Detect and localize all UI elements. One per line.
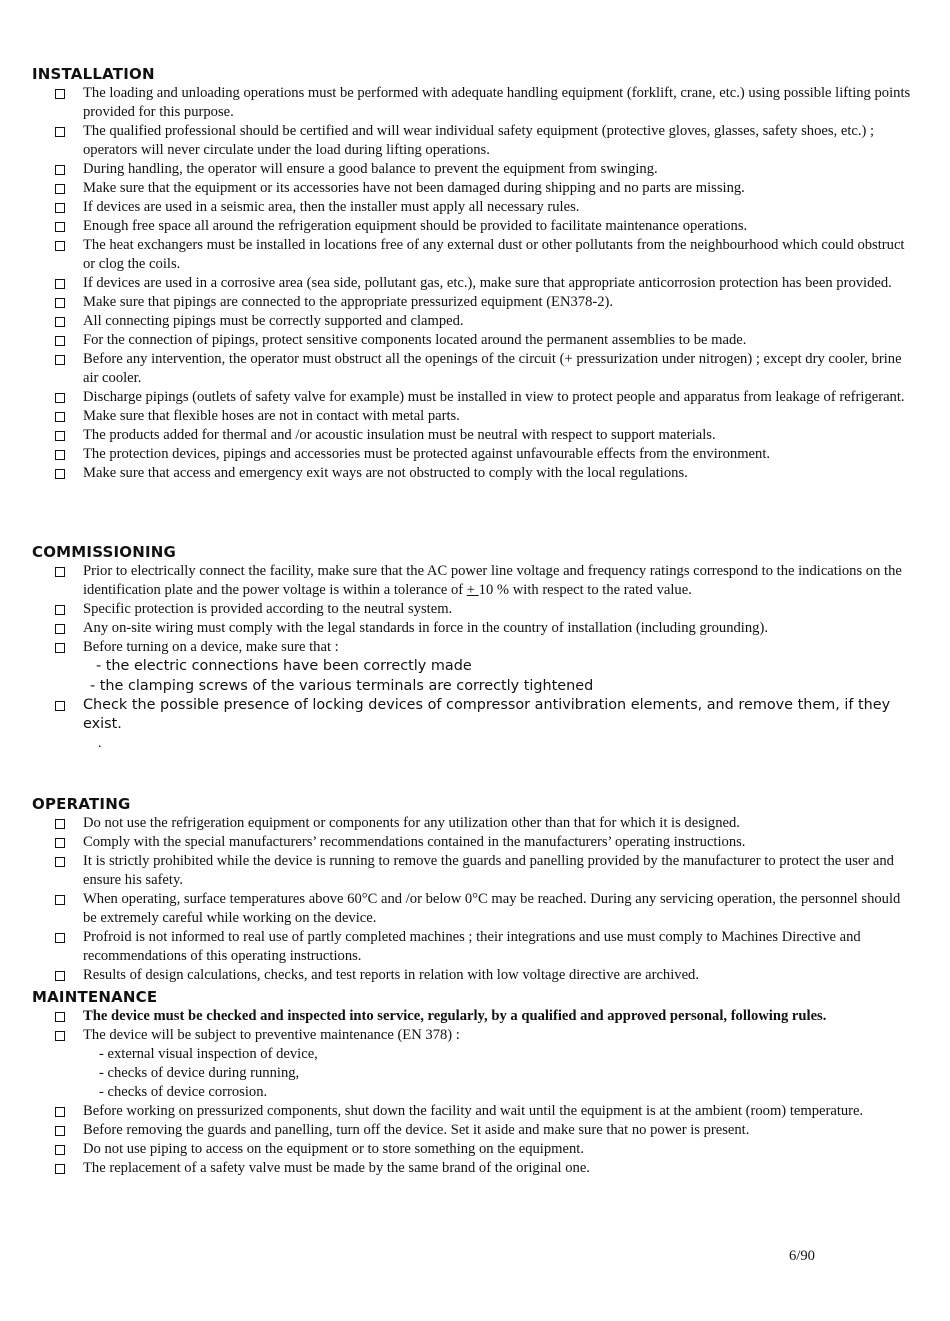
list-item: The replacement of a safety valve must be made by the same brand of the original one. bbox=[32, 1159, 912, 1178]
installation-section bbox=[32, 65, 912, 483]
checkbox-icon bbox=[55, 1031, 65, 1041]
checkbox-icon bbox=[55, 971, 65, 981]
list-item: If devices are used in a seismic area, then the installer must apply all necessary rules. bbox=[32, 198, 912, 217]
checkbox-icon bbox=[55, 1107, 65, 1117]
stray-dot: . bbox=[98, 736, 102, 751]
list-item: The heat exchangers must be installed in locations free of any external dust or other pollutants from the neighbourhood which could obstruct or clog the coils. bbox=[32, 236, 912, 274]
list-item: For the connection of pipings, protect sensitive components located around the permanent assemblies to be made. bbox=[32, 331, 912, 350]
list-item: The qualified professional should be certified and will wear individual safety equipment (protective gloves, glasses, safety shoes, etc.) ; operators will never circulate under the load during lifting operations. bbox=[32, 122, 912, 160]
operating-section bbox=[32, 795, 912, 985]
list-item: If devices are used in a corrosive area (sea side, pollutant gas, etc.), make sure that appropriate anticorrosion protection has been provided. bbox=[32, 274, 912, 293]
list-item: Any on-site wiring must comply with the legal standards in force in the country of installation (including grounding). bbox=[32, 619, 912, 638]
list-item: Before working on pressurized components, shut down the facility and wait until the equipment is at the ambient (room) temperature. bbox=[32, 1102, 912, 1121]
list-item: Profroid is not informed to real use of partly completed machines ; their integrations and use must comply to Machines Directive and recommendations of this operating instructions. bbox=[32, 928, 912, 966]
operating-heading: OPERATING bbox=[32, 795, 131, 813]
list-item: Make sure that access and emergency exit ways are not obstructed to comply with the local regulations. bbox=[32, 464, 912, 483]
list-item: Make sure that the equipment or its accessories have not been damaged during shipping and no parts are missing. bbox=[32, 179, 912, 198]
list-item: The protection devices, pipings and accessories must be protected against unfavourable effects from the environment. bbox=[32, 445, 912, 464]
installation-list bbox=[32, 84, 912, 483]
checkbox-icon bbox=[55, 567, 65, 577]
checkbox-icon bbox=[55, 450, 65, 460]
maintenance-section bbox=[32, 988, 912, 1178]
list-item: When operating, surface temperatures above 60°C and /or below 0°C may be reached. During any servicing operation, the personnel should be extremely careful while working on the device. bbox=[32, 890, 912, 928]
checkbox-icon bbox=[55, 165, 65, 175]
commissioning-heading: COMMISSIONING bbox=[32, 543, 177, 561]
checkbox-icon bbox=[55, 89, 65, 99]
commissioning-section bbox=[32, 543, 912, 753]
list-item: Make sure that pipings are connected to the appropriate pressurized equipment (EN378-2). bbox=[32, 293, 912, 312]
checkbox-icon bbox=[55, 127, 65, 137]
list-item: Do not use piping to access on the equipment or to store something on the equipment. bbox=[32, 1140, 912, 1159]
checkbox-icon bbox=[55, 412, 65, 422]
list-item: The device will be subject to preventive maintenance (EN 378) : bbox=[32, 1026, 912, 1045]
checkbox-icon bbox=[55, 933, 65, 943]
checkbox-icon bbox=[55, 184, 65, 194]
sub-item: - external visual inspection of device, bbox=[99, 1046, 318, 1062]
list-item: Before any intervention, the operator must obstruct all the openings of the circuit (+ pressurization under nitrogen) ; except dry cooler, brine air cooler. bbox=[32, 350, 912, 388]
list-item: Specific protection is provided according to the neutral system. bbox=[32, 600, 912, 619]
checkbox-icon bbox=[55, 857, 65, 867]
list-item: Results of design calculations, checks, and test reports in relation with low voltage directive are archived. bbox=[32, 966, 912, 985]
checkbox-icon bbox=[55, 469, 65, 479]
checkbox-icon bbox=[55, 605, 65, 615]
checkbox-icon bbox=[55, 203, 65, 213]
checkbox-icon bbox=[55, 222, 65, 232]
list-item: Before removing the guards and panelling, turn off the device. Set it aside and make sure that no power is present. bbox=[32, 1121, 912, 1140]
page-number: 6/90 bbox=[789, 1248, 815, 1264]
list-item: The device must be checked and inspected into service, regularly, by a qualified and approved personal, following rules. bbox=[32, 1007, 912, 1026]
checkbox-icon bbox=[55, 895, 65, 905]
list-item: Make sure that flexible hoses are not in contact with metal parts. bbox=[32, 407, 912, 426]
checkbox-icon bbox=[55, 241, 65, 251]
sub-item: - checks of device corrosion. bbox=[99, 1084, 268, 1100]
sub-item: - checks of device during running, bbox=[99, 1065, 300, 1081]
list-item: Comply with the special manufacturers’ recommendations contained in the manufacturers’ operating instructions. bbox=[32, 833, 912, 852]
checkbox-icon bbox=[55, 1164, 65, 1174]
checkbox-icon bbox=[55, 819, 65, 829]
checkbox-icon bbox=[55, 624, 65, 634]
checkbox-icon bbox=[55, 643, 65, 653]
checkbox-icon bbox=[55, 355, 65, 365]
list-item: Do not use the refrigeration equipment or components for any utilization other than that for which it is designed. bbox=[32, 814, 912, 833]
checkbox-icon bbox=[55, 431, 65, 441]
checkbox-icon bbox=[55, 393, 65, 403]
sub-item: - the electric connections have been correctly made bbox=[96, 658, 472, 674]
list-item: It is strictly prohibited while the device is running to remove the guards and panelling provided by the manufacturer to protect the user and ensure his safety. bbox=[32, 852, 912, 890]
list-item: Before turning on a device, make sure that : bbox=[32, 638, 912, 657]
list-item: Check the possible presence of locking devices of compressor antivibration elements, and remove them, if they exist. bbox=[32, 696, 912, 734]
checkbox-icon bbox=[55, 317, 65, 327]
sub-item: - the clamping screws of the various terminals are correctly tightened bbox=[90, 677, 594, 694]
maintenance-heading: MAINTENANCE bbox=[32, 988, 158, 1006]
list-item: The loading and unloading operations must be performed with adequate handling equipment (forklift, crane, etc.) using possible lifting points provided for this purpose. bbox=[32, 84, 912, 122]
checkbox-icon bbox=[55, 1126, 65, 1136]
checkbox-icon bbox=[55, 1145, 65, 1155]
list-item: Prior to electrically connect the facility, make sure that the AC power line voltage and frequency ratings correspond to the indications on the identification plate and the power voltage is within a tolerance of + 10 % with respect to the rated value. bbox=[32, 562, 912, 600]
list-item: Enough free space all around the refrigeration equipment should be provided to facilitate maintenance operations. bbox=[32, 217, 912, 236]
maintenance-list bbox=[32, 1007, 912, 1045]
checkbox-icon bbox=[55, 279, 65, 289]
checkbox-icon bbox=[55, 1012, 65, 1022]
checkbox-icon bbox=[55, 838, 65, 848]
checkbox-icon bbox=[55, 298, 65, 308]
checkbox-icon bbox=[55, 336, 65, 346]
operating-list bbox=[32, 814, 912, 985]
list-item: All connecting pipings must be correctly supported and clamped. bbox=[32, 312, 912, 331]
checkbox-icon bbox=[55, 701, 65, 711]
plus-minus-symbol: + bbox=[466, 582, 479, 598]
installation-heading: INSTALLATION bbox=[32, 65, 155, 83]
commissioning-list bbox=[32, 562, 912, 657]
list-item: The products added for thermal and /or acoustic insulation must be neutral with respect to support materials. bbox=[32, 426, 912, 445]
list-item: During handling, the operator will ensure a good balance to prevent the equipment from swinging. bbox=[32, 160, 912, 179]
list-item: Discharge pipings (outlets of safety valve for example) must be installed in view to protect people and apparatus from leakage of refrigerant. bbox=[32, 388, 912, 407]
